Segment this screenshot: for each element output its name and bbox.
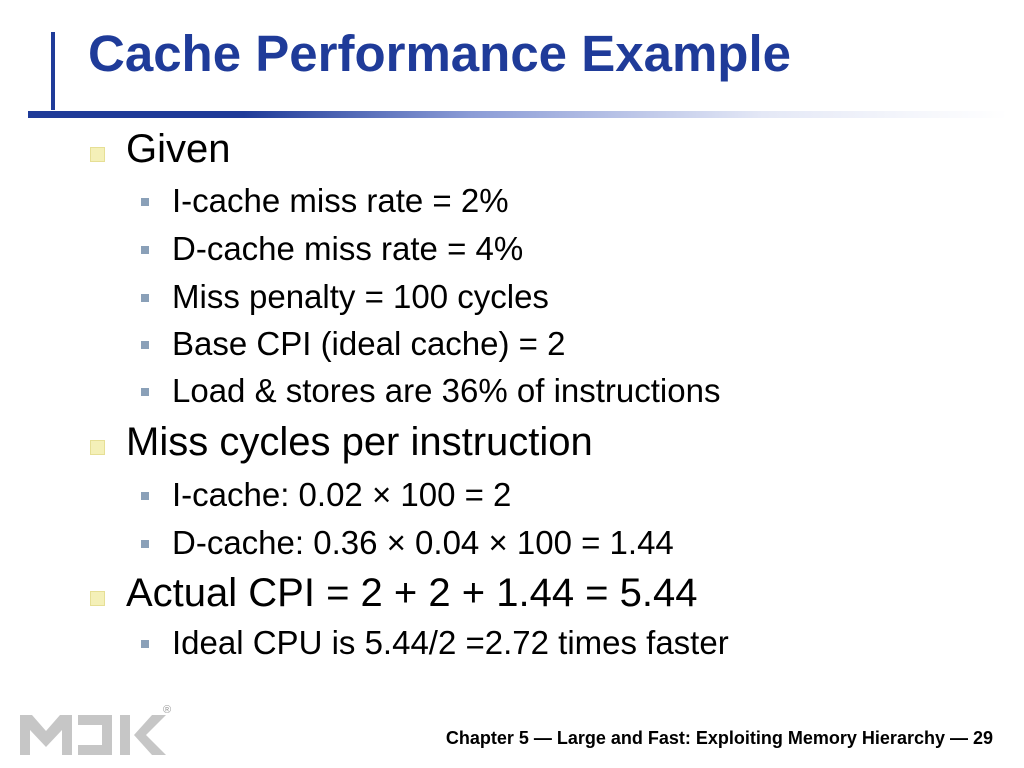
sub-bullet-text: Load & stores are 36% of instructions — [172, 372, 721, 409]
sub-bullet-miss-penalty — [172, 278, 549, 316]
sub-bullet-text: I-cache miss rate = 2% — [172, 182, 509, 219]
sub-bullet-square-icon — [141, 341, 149, 349]
sub-bullet-text: Base CPI (ideal cache) = 2 — [172, 325, 566, 362]
sub-bullet-square-icon — [141, 492, 149, 500]
sub-bullet-base-cpi — [172, 325, 565, 363]
bullet-text: Given — [126, 127, 231, 171]
bullet-square-icon — [90, 591, 105, 606]
bullet-square-icon — [90, 147, 105, 162]
sub-bullet-text: I-cache: 0.02 × 100 = 2 — [172, 476, 512, 513]
slide-title: Cache Performance Example — [88, 25, 791, 82]
registered-mark: ® — [163, 704, 172, 716]
bullet-square-icon — [90, 440, 105, 455]
sub-bullet-text: Ideal CPU is 5.44/2 =2.72 times faster — [172, 624, 729, 661]
sub-bullet-square-icon — [141, 198, 149, 206]
mk-publisher-logo-icon — [20, 704, 180, 759]
sub-bullet-text: D-cache: 0.36 × 0.04 × 100 = 1.44 — [172, 524, 674, 561]
slide-footer: Chapter 5 — Large and Fast: Exploiting Memory Hierarchy — 29 — [445, 728, 993, 748]
sub-bullet-dcache-miss-rate — [172, 230, 523, 268]
sub-bullet-text: D-cache miss rate = 4% — [172, 230, 524, 267]
sub-bullet-icache-cycles — [172, 476, 511, 514]
sub-bullet-square-icon — [141, 640, 149, 648]
sub-bullet-dcache-cycles — [172, 524, 674, 562]
sub-bullet-square-icon — [141, 246, 149, 254]
sub-bullet-square-icon — [141, 294, 149, 302]
sub-bullet-icache-miss-rate — [172, 182, 509, 220]
sub-bullet-ideal-cpu — [172, 624, 729, 662]
bullet-text: Actual CPI = 2 + 2 + 1.44 = 5.44 — [126, 571, 698, 615]
bullet-text: Miss cycles per instruction — [126, 420, 593, 464]
bullet-actual-cpi — [126, 571, 698, 616]
sub-bullet-square-icon — [141, 388, 149, 396]
bullet-miss-cycles — [126, 420, 593, 465]
sub-bullet-text: Miss penalty = 100 cycles — [172, 278, 549, 315]
sub-bullet-square-icon — [141, 540, 149, 548]
bullet-given — [126, 127, 231, 172]
sub-bullet-load-stores — [172, 372, 720, 410]
